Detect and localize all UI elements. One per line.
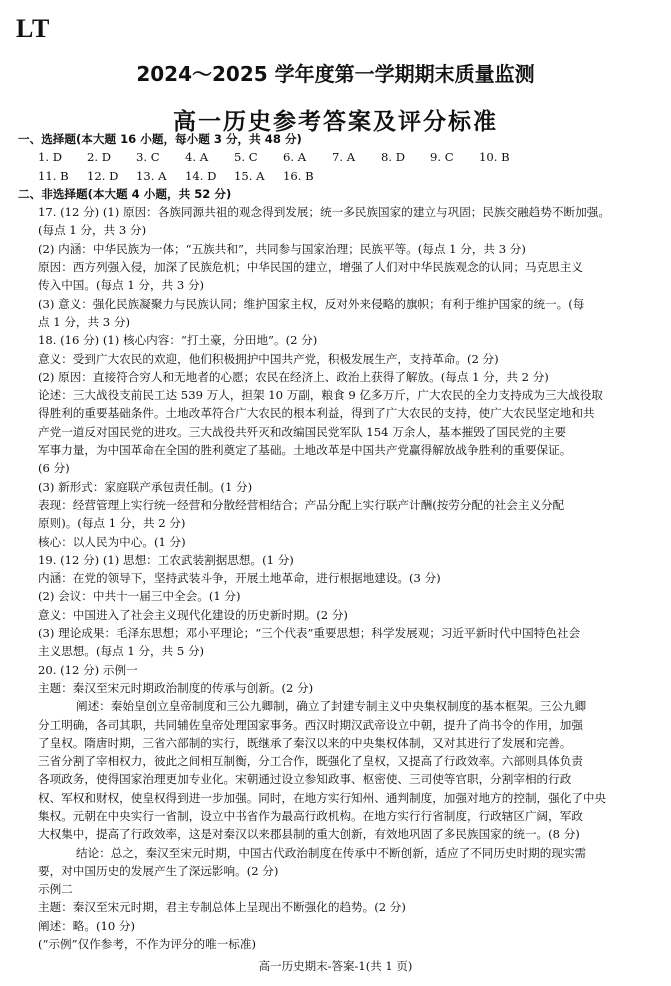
- answer-item: 1. D: [38, 150, 63, 165]
- section-choice-heading: 一、选择题(本大题 16 小题，每小题 3 分，共 48 分): [18, 132, 302, 146]
- q19-line: (3) 理论成果：毛泽东思想；邓小平理论；“三个代表”重要思想；科学发展观；习近平新时代中国特色社会: [38, 626, 581, 641]
- q20-body-line: 大权集中，提高了行政效率，这是对秦汉以来郡县制的重大创新，有效地巩固了多民族国家的统一。(8 分): [38, 827, 580, 842]
- q20-theme-1: 主题：秦汉至宋元时期政治制度的传承与创新。(2 分): [38, 680, 314, 695]
- answer-item: 14. D: [185, 168, 217, 183]
- choice-answers-row-1: [18, 148, 658, 166]
- q18-line: (3) 新形式：家庭联产承包责任制。(1 分): [38, 479, 253, 494]
- answer-item: 7. A: [332, 150, 356, 165]
- q18-line: 核心：以人民为中心。(1 分): [38, 534, 186, 549]
- answer-key-title: 高一历史参考答案及评分标准: [173, 109, 498, 135]
- q17-line: (2) 内涵：中华民族为一体；“五族共和”，共同参与国家治理；民族平等。(每点 1 分，共 3 分): [38, 241, 526, 256]
- q17-line: 原因：西方列强入侵，加深了民族危机；中华民国的建立，增强了人们对中华民族观念的认同；马克思主义: [38, 260, 583, 275]
- answer-item: 8. D: [381, 150, 406, 165]
- q18-line: 18. (16 分) (1) 核心内容：“打土豪，分田地”。(2 分): [38, 333, 318, 348]
- q18-line: 得胜利的重要基础条件。土地改革符合广大农民的根本利益，得到了广大农民的支持，使广大农民坚定地和共: [38, 406, 595, 421]
- answer-item: 5. C: [234, 150, 258, 165]
- q17-line: 点 1 分，共 3 分): [38, 314, 130, 329]
- q20-body-line: 三省分割了宰相权力，彼此之间相互制衡，分工合作，既强化了皇权，又提高了行政效率。六部则具体负责: [38, 754, 583, 769]
- q19-line: (2) 会议：中共十一届三中全会。(1 分): [38, 589, 241, 604]
- answer-item: 3. C: [136, 150, 160, 165]
- q18-line: (6 分): [38, 461, 70, 476]
- answer-item: 10. B: [479, 150, 510, 165]
- answer-item: 12. D: [87, 168, 119, 183]
- answer-item: 9. C: [430, 150, 454, 165]
- q20-label: 20. (12 分) 示例一: [38, 662, 138, 677]
- paper-code-mark: LT: [16, 14, 51, 43]
- q17-line: (3) 意义：强化民族凝聚力与民族认同；维护国家主权，反对外来侵略的旗帜；有利于维护国家的统一。(每: [38, 296, 585, 311]
- q20-body-line: 各项政务，使得国家治理更加专业化。宋朝通过设立参知政事、枢密使、三司使等官职，分割宰相的行政: [38, 772, 572, 787]
- q18-line: (2) 原因：直接符合穷人和无地者的心愿；农民在经济上、政治上获得了解放。(每点 1 分，共 2 分): [38, 369, 549, 384]
- q20-body-line: 了皇权。隋唐时期，三省六部制的实行，既继承了秦汉以来的中央集权体制，又对其进行了发展和完善。: [38, 735, 572, 750]
- section-nonchoice-heading: 二、非选择题(本大题 4 小题，共 52 分): [18, 186, 232, 201]
- q18-line: 军事力量，为中国革命在全国的胜利奠定了基础。土地改革是中国共产党赢得解放战争胜利的重要保证。: [38, 443, 572, 458]
- q19-line: 意义：中国进入了社会主义现代化建设的历史新时期。(2 分): [38, 607, 348, 622]
- q20-body-line: 权、军权和财权，使皇权得到进一步加强。同时，在地方实行知州、通判制度，加强对地方的控制，强化了中央: [38, 790, 607, 805]
- q17-line: 17. (12 分) (1) 原因：各族同源共祖的观念得到发展；统一多民族国家的建立与巩固；民族交融趋势不断加强。: [38, 205, 610, 220]
- answer-item: 15. A: [234, 168, 265, 183]
- answer-item: 2. D: [87, 150, 112, 165]
- q20-note: (“示例”仅作参考，不作为评分的唯一标准): [38, 937, 256, 952]
- q20-example-2-label: 示例二: [38, 882, 73, 897]
- q20-conclusion-line: 结论：总之，秦汉至宋元时期，中国古代政治制度在传承中不断创新，适应了不同历史时期的现实需: [76, 845, 587, 860]
- q18-line: 表现：经营管理上实行统一经营和分散经营相结合；产品分配上实行联产计酬(按劳分配的社会主义分配: [38, 497, 565, 512]
- answer-item: 11. B: [38, 168, 69, 183]
- q18-line: 意义：受到广大农民的欢迎，他们积极拥护中国共产党，积极发展生产，支持革命。(2 分): [38, 351, 499, 366]
- q17-line: 传入中国。(每点 1 分，共 3 分): [38, 278, 205, 293]
- q18-line: 论述：三大战役支前民工达 539 万人，担架 10 万副，粮食 9 亿多万斤，广大农民的全力支持成为三大战役取: [38, 388, 603, 403]
- answer-item: 6. A: [283, 150, 307, 165]
- answer-item: 13. A: [136, 168, 167, 183]
- q20-conclusion-line: 要，对中国历史的发展产生了深远影响。(2 分): [38, 863, 279, 878]
- page-footer: 高一历史期末-答案-1(共 1 页): [258, 959, 413, 973]
- q20-theme-2: 主题：秦汉至宋元时期，君主专制总体上呈现出不断强化的趋势。(2 分): [38, 900, 406, 915]
- q17-line: (每点 1 分，共 3 分): [38, 223, 147, 238]
- exam-title: 2024～2025 学年度第一学期期末质量监测: [136, 62, 535, 86]
- q19-line: 内涵：在党的领导下，坚持武装斗争，开展土地革命，进行根据地建设。(3 分): [38, 571, 441, 586]
- answer-item: 4. A: [185, 150, 209, 165]
- q20-body-2: 阐述：略。(10 分): [38, 918, 136, 933]
- q20-body-line: 分工明确，各司其职，共同辅佐皇帝处理国家事务。西汉时期汉武帝设立中朝，提升了尚书令的作用，加强: [38, 717, 583, 732]
- q20-body-line: 集权。元朝在中央实行一省制，设立中书省作为最高行政机构。在地方实行行省制度，行政辖区广阔，军政: [38, 808, 583, 823]
- q18-line: 原则)。(每点 1 分，共 2 分): [38, 516, 186, 531]
- q18-line: 产党一道反对国民党的进攻。三大战役共歼灭和改编国民党军队 154 万余人，基本摧毁了国民党的主要: [38, 424, 567, 439]
- q20-body-line: 阐述：秦始皇创立皇帝制度和三公九卿制，确立了封建专制主义中央集权制度的基本框架。三公九卿: [76, 699, 587, 714]
- answer-content: [18, 130, 658, 953]
- choice-answers-row-2: [18, 167, 658, 185]
- answer-item: 16. B: [283, 168, 314, 183]
- q19-line: 19. (12 分) (1) 思想：工农武装割据思想。(1 分): [38, 552, 294, 567]
- q19-line: 主义思想。(每点 1 分，共 5 分): [38, 644, 205, 659]
